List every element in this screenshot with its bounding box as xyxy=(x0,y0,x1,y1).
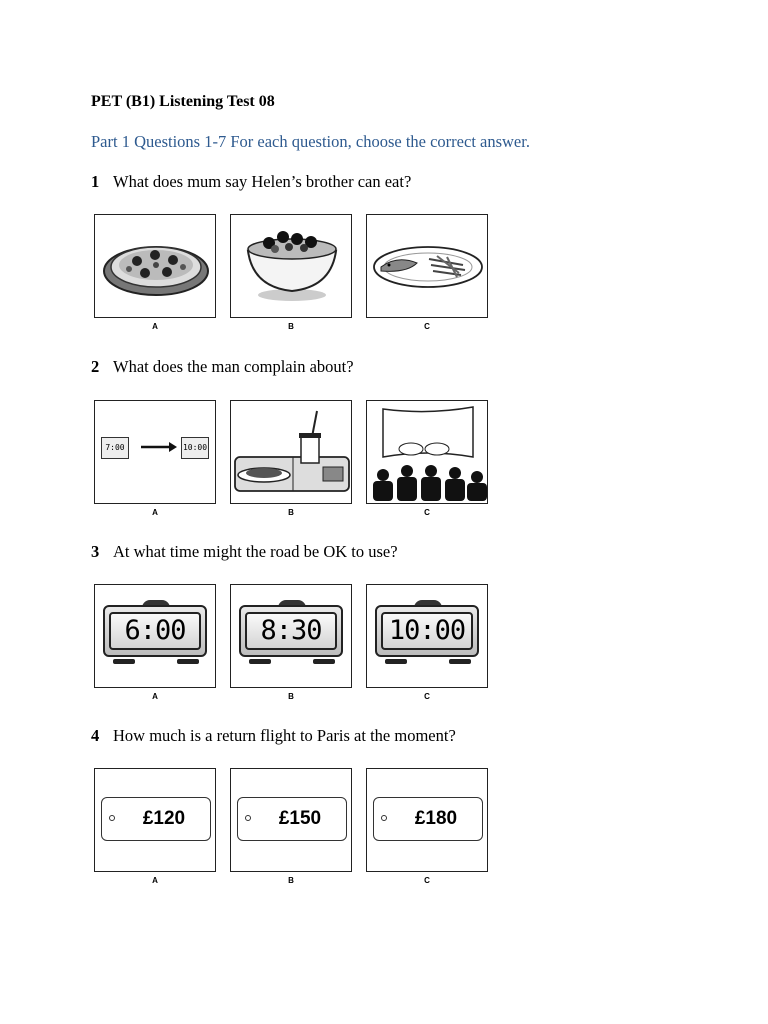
option-b-price[interactable] xyxy=(230,768,352,872)
option-label: A xyxy=(152,876,158,885)
fish-and-chips-icon xyxy=(367,215,488,318)
option-a-delay[interactable] xyxy=(94,400,216,504)
clock-after: 10:00 xyxy=(181,437,209,459)
tag-hole-icon xyxy=(245,815,251,821)
cinema-audience-icon xyxy=(367,401,488,504)
clock-time: 10:00 xyxy=(381,612,473,650)
question-4-options xyxy=(94,768,490,888)
question-text: How much is a return flight to Paris at the moment? xyxy=(113,726,456,745)
question-1 xyxy=(91,172,411,192)
option-c-clock[interactable] xyxy=(366,584,488,688)
question-text: What does the man complain about? xyxy=(113,357,354,376)
question-number: 3 xyxy=(91,542,100,561)
option-label: A xyxy=(152,322,158,331)
question-text: At what time might the road be OK to use? xyxy=(113,542,398,561)
option-label: B xyxy=(288,876,294,885)
option-label: A xyxy=(152,692,158,701)
document-title: PET (B1) Listening Test 08 xyxy=(91,93,275,110)
option-b-salad[interactable] xyxy=(230,214,352,318)
option-b-clock[interactable] xyxy=(230,584,352,688)
option-c-cinema[interactable] xyxy=(366,400,488,504)
question-4 xyxy=(91,726,456,746)
question-1-options xyxy=(94,214,490,334)
question-text: What does mum say Helen’s brother can eat? xyxy=(113,172,412,191)
question-number: 2 xyxy=(91,357,100,376)
price-text: £180 xyxy=(414,808,458,829)
price-text: £150 xyxy=(278,808,322,829)
option-label: B xyxy=(288,322,294,331)
question-3-options xyxy=(94,584,490,704)
question-number: 4 xyxy=(91,726,100,745)
pizza-icon xyxy=(95,215,216,318)
option-a-clock[interactable] xyxy=(94,584,216,688)
option-label: C xyxy=(424,876,430,885)
option-label: C xyxy=(424,508,430,517)
tag-hole-icon xyxy=(109,815,115,821)
tag-hole-icon xyxy=(381,815,387,821)
option-c-price[interactable] xyxy=(366,768,488,872)
option-b-food-tray[interactable] xyxy=(230,400,352,504)
option-c-fish-chips[interactable] xyxy=(366,214,488,318)
option-a-pizza[interactable] xyxy=(94,214,216,318)
question-number: 1 xyxy=(91,172,100,191)
question-2 xyxy=(91,357,354,377)
option-label: C xyxy=(424,692,430,701)
clock-time: 6:00 xyxy=(109,612,201,650)
option-label: A xyxy=(152,508,158,517)
option-label: B xyxy=(288,692,294,701)
price-tag-icon xyxy=(101,797,211,841)
price-text: £120 xyxy=(142,808,186,829)
option-label: C xyxy=(424,322,430,331)
part-heading: Part 1 Questions 1-7 For each question, choose the correct answer. xyxy=(91,132,530,151)
salad-bowl-icon xyxy=(231,215,352,318)
option-label: B xyxy=(288,508,294,517)
clock-before: 7:00 xyxy=(101,437,129,459)
food-tray-icon xyxy=(231,401,352,504)
question-3 xyxy=(91,542,398,562)
clock-time: 8:30 xyxy=(245,612,337,650)
price-tag-icon xyxy=(373,797,483,841)
question-2-options xyxy=(94,400,490,520)
price-tag-icon xyxy=(237,797,347,841)
option-a-price[interactable] xyxy=(94,768,216,872)
